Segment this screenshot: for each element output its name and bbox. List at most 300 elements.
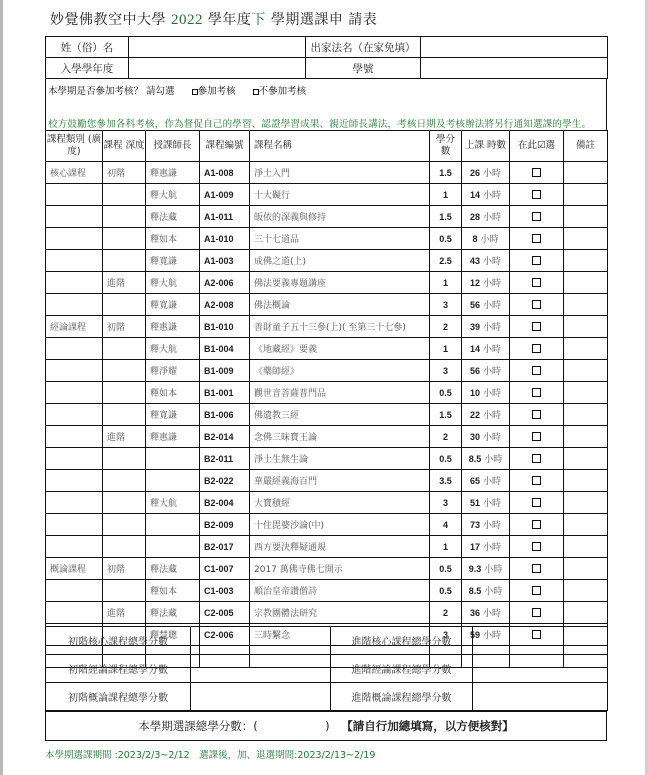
course-name: 2017 萬佛寺佛七開示 bbox=[250, 558, 430, 580]
course-table-header bbox=[46, 131, 608, 162]
course-level bbox=[103, 470, 146, 492]
course-teacher bbox=[146, 448, 200, 470]
course-category bbox=[46, 184, 103, 206]
course-select-cell[interactable] bbox=[510, 580, 564, 602]
course-hours bbox=[462, 250, 510, 272]
course-select-cell[interactable] bbox=[510, 294, 564, 316]
course-teacher: 釋如本 bbox=[146, 382, 200, 404]
hours-unit: 小時 bbox=[482, 389, 501, 399]
course-name: 十大礙行 bbox=[250, 184, 430, 206]
course-credits: 3 bbox=[430, 360, 462, 382]
course-level bbox=[103, 492, 146, 514]
course-level: 初階 bbox=[103, 316, 146, 338]
course-name: 佛法要義專題講座 bbox=[250, 272, 430, 294]
course-select-cell[interactable] bbox=[510, 184, 564, 206]
course-level bbox=[103, 184, 146, 206]
course-credits: 0.5 bbox=[430, 448, 462, 470]
course-row bbox=[46, 448, 608, 470]
course-select-cell[interactable] bbox=[510, 272, 564, 294]
course-remark[interactable] bbox=[564, 162, 608, 184]
course-credits: 1 bbox=[430, 184, 462, 206]
course-level bbox=[103, 448, 146, 470]
course-credits: 0.5 bbox=[430, 580, 462, 602]
course-select-cell[interactable] bbox=[510, 448, 564, 470]
course-remark[interactable] bbox=[564, 382, 608, 404]
header-teacher: 授課師長 bbox=[146, 131, 200, 162]
hours-value: 14 bbox=[470, 190, 481, 200]
course-name: 念佛三昧寶王論 bbox=[250, 426, 430, 448]
course-row bbox=[46, 580, 608, 602]
course-credits: 2 bbox=[430, 602, 462, 624]
course-level bbox=[103, 206, 146, 228]
header-code: 課程編號 bbox=[200, 131, 250, 162]
course-select-cell[interactable] bbox=[510, 602, 564, 624]
course-code: C2-006 bbox=[200, 624, 250, 646]
course-select-cell[interactable] bbox=[510, 162, 564, 184]
total-label-basic: 初階概論課程總學分數 bbox=[46, 683, 191, 711]
course-level bbox=[103, 404, 146, 426]
checkbox-icon[interactable] bbox=[532, 498, 541, 507]
course-select-cell[interactable] bbox=[510, 536, 564, 558]
course-remark[interactable] bbox=[564, 558, 608, 580]
course-row bbox=[46, 206, 608, 228]
checkbox-icon[interactable] bbox=[532, 476, 541, 485]
total-field-advanced[interactable] bbox=[473, 627, 608, 655]
grand-total-row bbox=[46, 712, 607, 741]
course-teacher bbox=[146, 514, 200, 536]
course-hours bbox=[462, 470, 510, 492]
course-teacher: 釋慧聰 bbox=[146, 624, 200, 646]
course-teacher: 釋寬謙 bbox=[146, 250, 200, 272]
course-row bbox=[46, 162, 608, 184]
course-remark[interactable] bbox=[564, 580, 608, 602]
course-remark[interactable] bbox=[564, 470, 608, 492]
course-name: 宗教團體法研究 bbox=[250, 602, 430, 624]
course-name: 華嚴經義海百門 bbox=[250, 470, 430, 492]
course-level bbox=[103, 294, 146, 316]
course-code: B1-004 bbox=[200, 338, 250, 360]
course-remark[interactable] bbox=[564, 228, 608, 250]
course-name: 善財童子五十三參(上)( 至第三十七參) bbox=[250, 316, 430, 338]
course-category bbox=[46, 514, 103, 536]
course-code: A1-008 bbox=[200, 162, 250, 184]
hours-value: 36 bbox=[470, 608, 481, 618]
course-hours bbox=[462, 272, 510, 294]
course-name: 佛法概論 bbox=[250, 294, 430, 316]
course-credits: 3 bbox=[430, 492, 462, 514]
course-level bbox=[103, 360, 146, 382]
course-hours bbox=[462, 448, 510, 470]
course-code: B2-022 bbox=[200, 470, 250, 492]
course-category bbox=[46, 360, 103, 382]
course-credits: 1.5 bbox=[430, 162, 462, 184]
grand-total-hint: 【請自行加總填寫，以方便核對】 bbox=[341, 719, 514, 733]
course-select-cell[interactable] bbox=[510, 514, 564, 536]
hours-value: 12 bbox=[470, 278, 481, 288]
course-hours bbox=[462, 206, 510, 228]
checkbox-icon[interactable] bbox=[532, 300, 541, 309]
course-hours bbox=[462, 602, 510, 624]
course-credits: 1 bbox=[430, 338, 462, 360]
course-code: B2-014 bbox=[200, 426, 250, 448]
header-select: 在此☑選 bbox=[510, 131, 564, 162]
course-credits: 0.5 bbox=[430, 228, 462, 250]
course-hours bbox=[462, 492, 510, 514]
course-select-cell[interactable] bbox=[510, 228, 564, 250]
course-hours bbox=[462, 536, 510, 558]
course-row bbox=[46, 316, 608, 338]
course-row bbox=[46, 404, 608, 426]
course-remark[interactable] bbox=[564, 602, 608, 624]
title-suffix: 學期選課申 請表 bbox=[265, 12, 378, 28]
checkbox-icon[interactable] bbox=[532, 344, 541, 353]
course-category bbox=[46, 294, 103, 316]
course-teacher: 釋淨耀 bbox=[146, 360, 200, 382]
course-level bbox=[103, 382, 146, 404]
course-code: A2-008 bbox=[200, 294, 250, 316]
hours-value: 10 bbox=[470, 388, 481, 398]
course-remark[interactable] bbox=[564, 338, 608, 360]
course-code: B1-006 bbox=[200, 404, 250, 426]
course-level: 初階 bbox=[103, 558, 146, 580]
course-category bbox=[46, 448, 103, 470]
hours-value: 8.5 bbox=[468, 586, 482, 596]
course-name: 成佛之道(上) bbox=[250, 250, 430, 272]
header-category: 課程類別 (廣度) bbox=[46, 131, 103, 162]
course-name: 《藥師經》 bbox=[250, 360, 430, 382]
checkbox-icon[interactable] bbox=[532, 454, 541, 463]
checkbox-icon[interactable] bbox=[532, 432, 541, 441]
course-remark[interactable] bbox=[564, 294, 608, 316]
exam-question: 本學期是否參加考核？ 請勾選 bbox=[48, 86, 175, 97]
course-hours bbox=[462, 162, 510, 184]
credit-total-row bbox=[46, 683, 608, 711]
hours-value: 26 bbox=[470, 168, 481, 178]
hours-unit: 小時 bbox=[482, 279, 501, 289]
course-hours bbox=[462, 184, 510, 206]
course-remark[interactable] bbox=[564, 514, 608, 536]
course-name: 三時繫念 bbox=[250, 624, 430, 646]
hours-unit: 小時 bbox=[480, 235, 499, 245]
course-name: 西方要決釋疑通規 bbox=[250, 536, 430, 558]
exam-option-join[interactable]: 參加考核 bbox=[192, 86, 236, 97]
course-category bbox=[46, 404, 103, 426]
total-label-advanced: 進階經論課程總學分數 bbox=[331, 655, 473, 683]
checkbox-icon[interactable] bbox=[532, 388, 541, 397]
course-category bbox=[46, 250, 103, 272]
course-code: B1-009 bbox=[200, 360, 250, 382]
course-name: 觀世音菩薩普門品 bbox=[250, 382, 430, 404]
course-select-cell[interactable] bbox=[510, 492, 564, 514]
course-teacher bbox=[146, 470, 200, 492]
hours-value: 43 bbox=[470, 256, 481, 266]
credit-total-row bbox=[46, 655, 608, 683]
total-field-basic[interactable] bbox=[191, 683, 331, 711]
course-category: 核心課程 bbox=[46, 162, 103, 184]
checkbox-icon[interactable] bbox=[532, 564, 541, 573]
hours-unit: 小時 bbox=[484, 455, 503, 465]
course-hours bbox=[462, 404, 510, 426]
course-teacher bbox=[146, 536, 200, 558]
hours-value: 30 bbox=[470, 432, 481, 442]
course-select-cell[interactable] bbox=[510, 360, 564, 382]
credit-totals-table bbox=[45, 626, 608, 711]
course-code: B2-017 bbox=[200, 536, 250, 558]
grand-total-close: ) bbox=[325, 719, 330, 733]
course-teacher: 釋如本 bbox=[146, 228, 200, 250]
course-credits: 3.5 bbox=[430, 470, 462, 492]
course-level bbox=[103, 228, 146, 250]
course-category: 概論課程 bbox=[46, 558, 103, 580]
course-row bbox=[46, 536, 608, 558]
checkbox-icon[interactable] bbox=[532, 212, 541, 221]
course-hours bbox=[462, 426, 510, 448]
course-level bbox=[103, 580, 146, 602]
hours-unit: 小時 bbox=[482, 257, 501, 267]
course-code: A1-003 bbox=[200, 250, 250, 272]
title-semester: 下 bbox=[251, 12, 266, 28]
course-level: 進階 bbox=[103, 602, 146, 624]
page-edge-left bbox=[0, 0, 3, 775]
hours-value: 8 bbox=[472, 234, 478, 244]
hours-unit: 小時 bbox=[482, 433, 501, 443]
checkbox-icon[interactable] bbox=[532, 234, 541, 243]
course-teacher: 釋惠謙 bbox=[146, 426, 200, 448]
enroll-year-label: 入學學年度 bbox=[46, 58, 129, 79]
course-select-cell[interactable] bbox=[510, 206, 564, 228]
course-remark[interactable] bbox=[564, 206, 608, 228]
course-hours bbox=[462, 228, 510, 250]
course-level bbox=[103, 536, 146, 558]
course-credits: 3 bbox=[430, 294, 462, 316]
dharma-name-field[interactable] bbox=[421, 37, 608, 58]
course-credits: 1.5 bbox=[430, 404, 462, 426]
course-row bbox=[46, 470, 608, 492]
course-category bbox=[46, 426, 103, 448]
course-name: 《地藏經》要義 bbox=[250, 338, 430, 360]
enroll-year-field[interactable] bbox=[129, 58, 306, 79]
hours-unit: 小時 bbox=[484, 587, 503, 597]
course-code: C1-003 bbox=[200, 580, 250, 602]
course-code: C1-007 bbox=[200, 558, 250, 580]
total-label-basic: 初階核心課程總學分數 bbox=[46, 627, 191, 655]
course-credits: 1 bbox=[430, 536, 462, 558]
course-remark[interactable] bbox=[564, 250, 608, 272]
total-field-basic[interactable] bbox=[191, 627, 331, 655]
exam-note: 校方鼓勵您參加各科考核，作為督促自己的學習、認證學習成果、親近師長講法，考核日期及考核辦法將另行通知選課的學生。 bbox=[48, 119, 592, 130]
checkbox-icon[interactable] bbox=[532, 520, 541, 529]
course-code: A1-009 bbox=[200, 184, 250, 206]
total-label-basic: 初階經論課程總學分數 bbox=[46, 655, 191, 683]
course-category bbox=[46, 492, 103, 514]
course-remark[interactable] bbox=[564, 426, 608, 448]
course-select-cell[interactable] bbox=[510, 558, 564, 580]
course-select-cell[interactable] bbox=[510, 470, 564, 492]
course-name: 淨土生無生論 bbox=[250, 448, 430, 470]
course-code: B2-004 bbox=[200, 492, 250, 514]
course-remark[interactable] bbox=[564, 316, 608, 338]
course-code: A2-006 bbox=[200, 272, 250, 294]
course-row bbox=[46, 382, 608, 404]
course-teacher: 釋寬謙 bbox=[146, 404, 200, 426]
course-credits: 3 bbox=[430, 624, 462, 646]
course-remark[interactable] bbox=[564, 272, 608, 294]
course-name: 皈依的深義與修持 bbox=[250, 206, 430, 228]
course-select-cell[interactable] bbox=[510, 404, 564, 426]
checkbox-icon[interactable] bbox=[532, 366, 541, 375]
course-hours bbox=[462, 316, 510, 338]
course-row bbox=[46, 514, 608, 536]
course-teacher: 釋如本 bbox=[146, 580, 200, 602]
hours-value: 14 bbox=[470, 344, 481, 354]
course-select-cell[interactable] bbox=[510, 250, 564, 272]
course-remark[interactable] bbox=[564, 492, 608, 514]
course-hours bbox=[462, 294, 510, 316]
header-credits: 學分 數 bbox=[430, 131, 462, 162]
name-label: 姓（俗）名 bbox=[46, 37, 129, 58]
course-credits: 1 bbox=[430, 272, 462, 294]
course-row bbox=[46, 272, 608, 294]
title-prefix: 妙覺佛教空中大學 bbox=[50, 12, 171, 28]
student-info-table bbox=[45, 36, 608, 79]
course-category bbox=[46, 206, 103, 228]
exam-section bbox=[45, 78, 607, 130]
checkbox-icon[interactable] bbox=[532, 608, 541, 617]
course-code: B2-009 bbox=[200, 514, 250, 536]
hours-value: 8.5 bbox=[468, 454, 482, 464]
checkbox-icon[interactable] bbox=[532, 586, 541, 595]
course-row bbox=[46, 492, 608, 514]
header-remark: 備註 bbox=[564, 131, 608, 162]
course-teacher: 釋寬謙 bbox=[146, 294, 200, 316]
hours-value: 56 bbox=[470, 300, 481, 310]
course-select-cell[interactable] bbox=[510, 338, 564, 360]
course-row bbox=[46, 250, 608, 272]
course-remark[interactable] bbox=[564, 184, 608, 206]
course-name: 大寶積經 bbox=[250, 492, 430, 514]
checkbox-icon[interactable] bbox=[532, 190, 541, 199]
course-code: A1-010 bbox=[200, 228, 250, 250]
header-hours: 上課 時數 bbox=[462, 131, 510, 162]
total-field-advanced[interactable] bbox=[473, 655, 608, 683]
hours-unit: 小時 bbox=[482, 543, 501, 553]
checkbox-icon[interactable] bbox=[532, 322, 541, 331]
hours-value: 22 bbox=[470, 410, 481, 420]
course-table bbox=[45, 130, 608, 668]
course-remark[interactable] bbox=[564, 404, 608, 426]
total-field-basic[interactable] bbox=[191, 655, 331, 683]
checkbox-icon[interactable] bbox=[532, 542, 541, 551]
course-hours bbox=[462, 580, 510, 602]
course-level: 初階 bbox=[103, 162, 146, 184]
course-hours bbox=[462, 382, 510, 404]
exam-option-skip[interactable]: 不參加考核 bbox=[253, 86, 307, 97]
course-level bbox=[103, 250, 146, 272]
hours-value: 65 bbox=[470, 476, 481, 486]
hours-unit: 小時 bbox=[482, 213, 501, 223]
course-teacher: 釋法藏 bbox=[146, 206, 200, 228]
course-table-body bbox=[46, 162, 608, 668]
course-code: B1-010 bbox=[200, 316, 250, 338]
course-teacher: 釋大航 bbox=[146, 492, 200, 514]
course-teacher: 釋大航 bbox=[146, 272, 200, 294]
course-category bbox=[46, 338, 103, 360]
hours-unit: 小時 bbox=[482, 345, 501, 355]
course-select-cell[interactable] bbox=[510, 316, 564, 338]
course-credits: 1.5 bbox=[430, 206, 462, 228]
hours-value: 56 bbox=[470, 366, 481, 376]
hours-unit: 小時 bbox=[482, 477, 501, 487]
hours-value: 59 bbox=[470, 630, 481, 640]
exam-question-row bbox=[48, 83, 306, 97]
course-teacher: 釋惠謙 bbox=[146, 162, 200, 184]
credit-total-row bbox=[46, 627, 608, 655]
checkbox-icon[interactable] bbox=[532, 278, 541, 287]
hours-value: 39 bbox=[470, 322, 481, 332]
course-hours bbox=[462, 514, 510, 536]
course-teacher: 釋法藏 bbox=[146, 558, 200, 580]
course-row bbox=[46, 360, 608, 382]
course-remark[interactable] bbox=[564, 536, 608, 558]
course-hours bbox=[462, 360, 510, 382]
hours-value: 51 bbox=[470, 498, 481, 508]
checkbox-icon[interactable] bbox=[532, 256, 541, 265]
checkbox-icon[interactable] bbox=[532, 168, 541, 177]
course-row bbox=[46, 338, 608, 360]
course-remark[interactable] bbox=[564, 448, 608, 470]
hours-unit: 小時 bbox=[482, 191, 501, 201]
course-level: 進階 bbox=[103, 272, 146, 294]
course-credits: 2.5 bbox=[430, 250, 462, 272]
header-level: 課程 深度 bbox=[103, 131, 146, 162]
course-code: A1-011 bbox=[200, 206, 250, 228]
hours-unit: 小時 bbox=[482, 631, 501, 641]
hours-value: 17 bbox=[470, 542, 481, 552]
course-teacher: 釋惠謙 bbox=[146, 316, 200, 338]
hours-unit: 小時 bbox=[482, 301, 501, 311]
total-field-advanced[interactable] bbox=[473, 683, 608, 711]
total-label-advanced: 進階概論課程總學分數 bbox=[331, 683, 473, 711]
hours-unit: 小時 bbox=[482, 169, 501, 179]
course-category bbox=[46, 470, 103, 492]
course-teacher: 釋大航 bbox=[146, 184, 200, 206]
course-hours bbox=[462, 558, 510, 580]
course-code: C2-005 bbox=[200, 602, 250, 624]
course-row bbox=[46, 228, 608, 250]
hours-unit: 小時 bbox=[482, 367, 501, 377]
course-row bbox=[46, 294, 608, 316]
course-select-cell[interactable] bbox=[510, 426, 564, 448]
course-credits: 4 bbox=[430, 514, 462, 536]
course-row bbox=[46, 184, 608, 206]
page-title bbox=[50, 9, 377, 29]
student-id-label: 學號 bbox=[306, 58, 421, 79]
dharma-name-label: 出家法名（在家免填） bbox=[306, 37, 421, 58]
hours-unit: 小時 bbox=[482, 411, 501, 421]
course-level bbox=[103, 514, 146, 536]
student-id-field[interactable] bbox=[421, 58, 608, 79]
course-remark[interactable] bbox=[564, 360, 608, 382]
checkbox-icon[interactable] bbox=[532, 410, 541, 419]
course-name: 三十七道品 bbox=[250, 228, 430, 250]
name-field[interactable] bbox=[129, 37, 306, 58]
course-level bbox=[103, 338, 146, 360]
course-row bbox=[46, 426, 608, 448]
header-name: 課程名稱 bbox=[250, 131, 430, 162]
registration-period: 本學期選課期間 :2023/2/3~2/12 選課後，加、退選期間:2023/2/13~2/19 bbox=[45, 750, 376, 761]
hours-value: 28 bbox=[470, 212, 481, 222]
course-select-cell[interactable] bbox=[510, 382, 564, 404]
